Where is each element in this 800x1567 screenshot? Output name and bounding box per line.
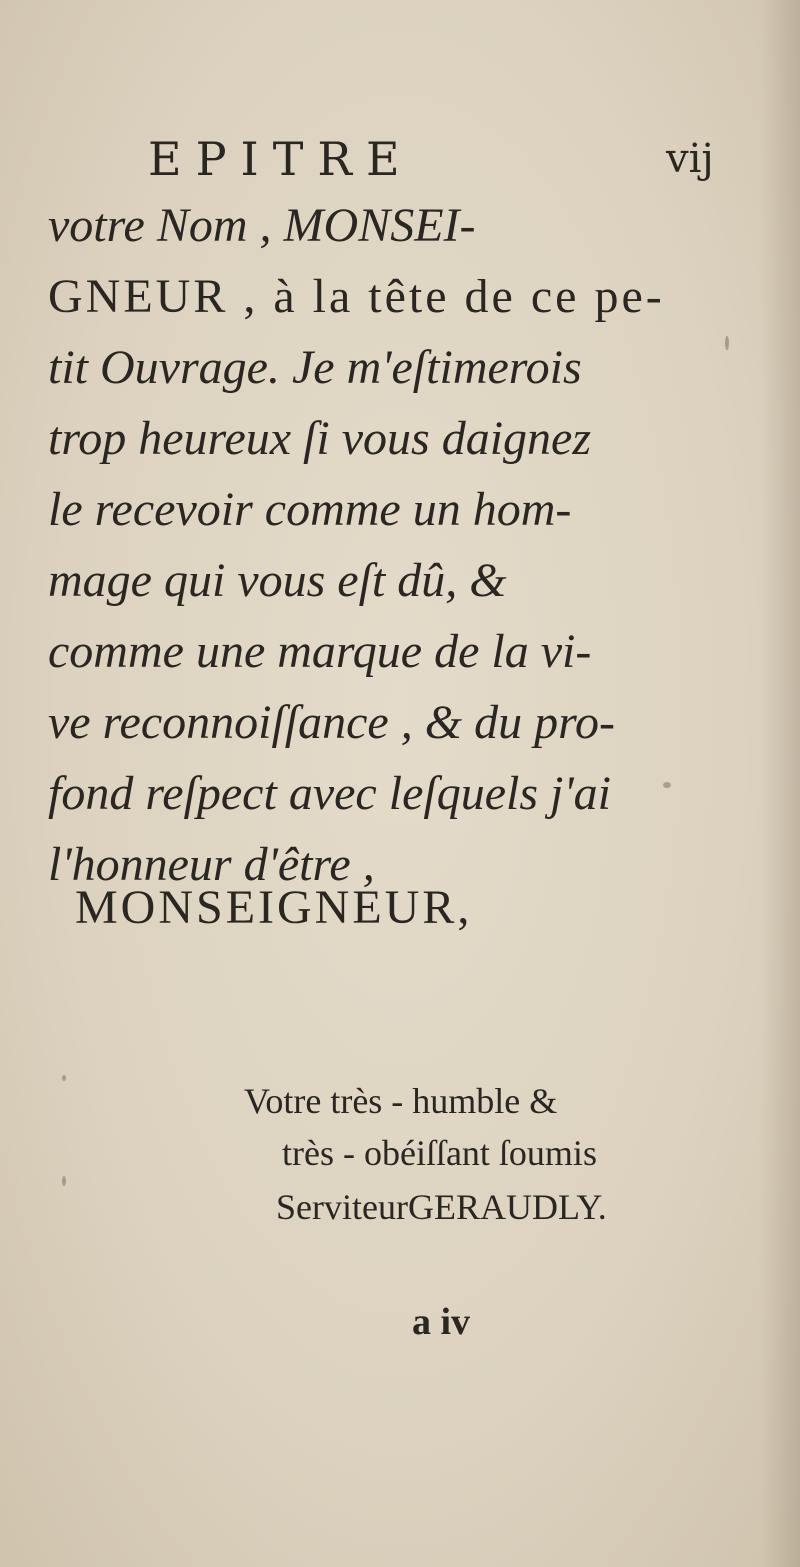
closing-signature: ServiteurGERAUDLY. [276,1187,607,1227]
salutation: MONSEIGNEUR, [75,881,473,934]
closing-line: très - obéiſſant ſoumis [282,1133,597,1173]
ink-speck [62,1075,66,1081]
text-line: mage qui vous eſt dû, & [48,554,507,607]
text-line: GNEUR , à la tête de ce pe- [48,270,665,323]
printer-signature-mark: a iv [412,1301,471,1343]
running-header [0,128,800,190]
text-line: votre Nom , MONSEI- [48,199,476,252]
text-line: ve reconnoiſſance , & du pro- [48,696,615,749]
ink-speck [62,1176,66,1186]
page-number: vij [666,136,714,182]
ink-speck [663,782,671,788]
ink-speck [725,336,729,350]
dedication-text [48,190,778,900]
running-title: EPITRE [148,132,414,186]
text-line: trop heureux ſi vous daignez [48,412,592,465]
text-line: l'honneur d'être , [48,838,375,891]
text-line: fond reſpect avec leſquels j'ai [48,767,611,820]
text-line: comme une marque de la vi- [48,625,592,678]
closing-line: Votre très - humble & [244,1081,558,1121]
text-line: le recevoir comme un hom- [48,483,572,536]
text-line: tit Ouvrage. Je m'eſtimerois [48,341,582,394]
